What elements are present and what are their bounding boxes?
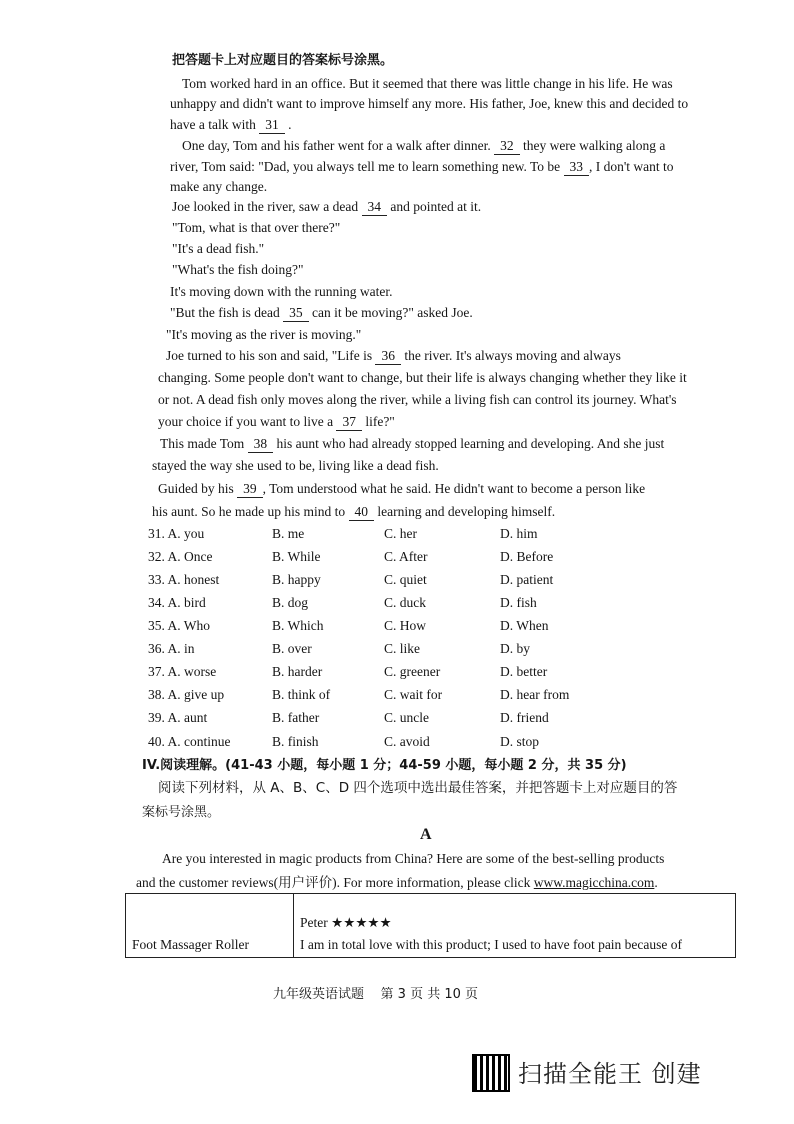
passage-text: changing. Some people don't want to change, but their life is always changing whether they like it [158, 370, 687, 385]
question-option-a: 33. A. honest [148, 572, 220, 587]
scanner-watermark: 扫描全能王 创建 [518, 1060, 702, 1088]
review-text: I am in total love with this product; I used to have foot pain because of [300, 937, 683, 952]
question-option: D. friend [500, 710, 549, 725]
question-option: C. wait for [384, 687, 443, 702]
question-option: B. me [272, 526, 305, 541]
passage-text: stayed the way she used to be, living like a dead fish. [152, 458, 439, 473]
blank-number: 36 [375, 347, 401, 365]
blank-number: 34 [362, 198, 388, 216]
question-option: B. harder [272, 664, 323, 679]
passage-line [158, 480, 645, 498]
reviewer-name: Peter [300, 915, 328, 930]
passage-a-intro-cont [136, 874, 658, 891]
passage-text: make any change. [170, 179, 268, 194]
qr-code-icon [472, 1054, 510, 1092]
passage-text: his aunt. So he made up his mind to [152, 504, 349, 519]
passage-text: your choice if you want to live a [158, 414, 337, 429]
passage-text: or not. A dead fish only moves along the river, while a living fish can control its journey. What's [158, 392, 677, 407]
question-option: B. finish [272, 734, 319, 749]
passage-text: river, Tom said: "Dad, you always tell me to learn something new. To be [170, 159, 564, 174]
question-option: C. After [384, 549, 428, 564]
section-title: IV.阅读理解。(41-43 小题，每小题 1 分；44-59 小题，每小题 2 分，共 35 分) [142, 758, 627, 773]
passage-line [152, 503, 555, 521]
passage-text: his aunt who had already stopped learning and developing. And she just [273, 436, 665, 451]
question-option: C. greener [384, 664, 441, 679]
question-option: D. hear from [500, 687, 570, 702]
passage-line [182, 75, 673, 92]
passage-text: It's moving down with the running water. [170, 284, 393, 299]
passage-text: "But the fish is dead [170, 305, 284, 320]
page-footer: 九年级英语试题 第 3 页 共 10 页 [273, 987, 479, 1002]
passage-line [152, 457, 439, 474]
question-option: B. think of [272, 687, 331, 702]
passage-line [166, 347, 621, 365]
question-option-a: 39. A. aunt [148, 710, 208, 725]
blank-number: 40 [349, 503, 375, 521]
review-cell [294, 894, 736, 958]
passage-line [170, 178, 267, 195]
question-option: D. Before [500, 549, 554, 564]
passage-text: Joe looked in the river, saw a dead [172, 199, 362, 214]
period: . [654, 875, 658, 890]
passage-line [170, 304, 473, 322]
question-option-a: 32. A. Once [148, 549, 213, 564]
passage-line [172, 198, 481, 216]
question-option: D. by [500, 641, 530, 656]
section-instruction-cont: 案标号涂黑。 [142, 805, 221, 820]
question-option-a: 34. A. bird [148, 595, 206, 610]
passage-text: they were walking along a [519, 138, 666, 153]
question-option: C. like [384, 641, 420, 656]
passage-line [172, 261, 304, 278]
passage-text: "What's the fish doing?" [172, 262, 304, 277]
question-option: C. uncle [384, 710, 429, 725]
question-option-a: 38. A. give up [148, 687, 225, 702]
blank-number: 38 [248, 435, 274, 453]
question-option-a: 31. A. you [148, 526, 205, 541]
question-option: C. How [384, 618, 427, 633]
product-name-cell [126, 894, 294, 958]
question-option: B. happy [272, 572, 321, 587]
blank-number: 35 [283, 304, 309, 322]
question-option-a: 36. A. in [148, 641, 195, 656]
blank-number: 37 [336, 413, 362, 431]
passage-text: unhappy and didn't want to improve himself any more. His father, Joe, knew this and decided to [170, 96, 689, 111]
passage-text: "Tom, what is that over there?" [172, 220, 341, 235]
passage-line [170, 158, 674, 176]
passage-line [170, 283, 393, 300]
question-option: B. While [272, 549, 321, 564]
passage-text: and pointed at it. [387, 199, 482, 214]
question-option: D. him [500, 526, 538, 541]
passage-line [158, 369, 687, 386]
passage-line [160, 435, 664, 453]
question-option: C. quiet [384, 572, 427, 587]
question-option: B. Which [272, 618, 324, 633]
passage-text: the river. It's always moving and always [400, 348, 621, 363]
passage-text: , I don't want to [589, 159, 674, 174]
passage-line [166, 326, 361, 343]
question-option: C. avoid [384, 734, 430, 749]
blank-number: 39 [237, 480, 263, 498]
website-link[interactable]: www.magicchina.com [533, 875, 655, 890]
passage-text: , Tom understood what he said. He didn't want to become a person like [262, 481, 646, 496]
question-option: B. dog [272, 595, 309, 610]
passage-text: This made Tom [160, 436, 248, 451]
passage-line [170, 116, 291, 134]
question-option: B. father [272, 710, 320, 725]
passage-text: . [284, 117, 292, 132]
question-option-a: 37. A. worse [148, 664, 217, 679]
question-option: B. over [272, 641, 312, 656]
question-option: D. fish [500, 595, 537, 610]
passage-line [158, 413, 395, 431]
passage-text: learning and developing himself. [374, 504, 556, 519]
passage-line [182, 137, 665, 155]
passage-text: Tom worked hard in an office. But it seemed that there was little change in his life. He was [182, 76, 673, 91]
blank-number: 32 [494, 137, 520, 155]
passage-text: have a talk with [170, 117, 260, 132]
question-option: D. better [500, 664, 548, 679]
passage-line [170, 95, 688, 112]
question-option: D. stop [500, 734, 540, 749]
passage-line [158, 391, 677, 408]
question-option: D. patient [500, 572, 554, 587]
question-option: D. When [500, 618, 549, 633]
passage-text: "It's a dead fish." [172, 241, 265, 256]
instruction-line: 把答题卡上对应题目的答案标号涂黑。 [172, 53, 394, 68]
passage-line [172, 219, 340, 236]
product-name: Foot Massager Roller [132, 937, 249, 952]
passage-line [172, 240, 264, 257]
review-table [125, 893, 736, 958]
passage-text: "It's moving as the river is moving." [166, 327, 362, 342]
blank-number: 31 [259, 116, 285, 134]
question-option: C. duck [384, 595, 426, 610]
star-rating: ★★★★★ [331, 915, 392, 930]
section-instruction: 阅读下列材料，从 A、B、C、D 四个选项中选出最佳答案，并把答题卡上对应题目的答 [158, 780, 678, 796]
passage-heading: A [420, 826, 432, 843]
blank-number: 33 [564, 158, 590, 176]
passage-text: can it be moving?" asked Joe. [308, 305, 473, 320]
passage-text: Guided by his [158, 481, 238, 496]
question-option: C. her [384, 526, 417, 541]
question-option-a: 35. A. Who [148, 618, 211, 633]
passage-text: life?" [361, 414, 395, 429]
passage-text: One day, Tom and his father went for a walk after dinner. [182, 138, 495, 153]
passage-text: Joe turned to his son and said, "Life is [166, 348, 376, 363]
passage-a-intro: Are you interested in magic products from China? Here are some of the best-selling products [162, 851, 665, 866]
question-option-a: 40. A. continue [148, 734, 231, 749]
passage-a-text: and the customer reviews(用户评价). For more information, please click [136, 875, 534, 890]
